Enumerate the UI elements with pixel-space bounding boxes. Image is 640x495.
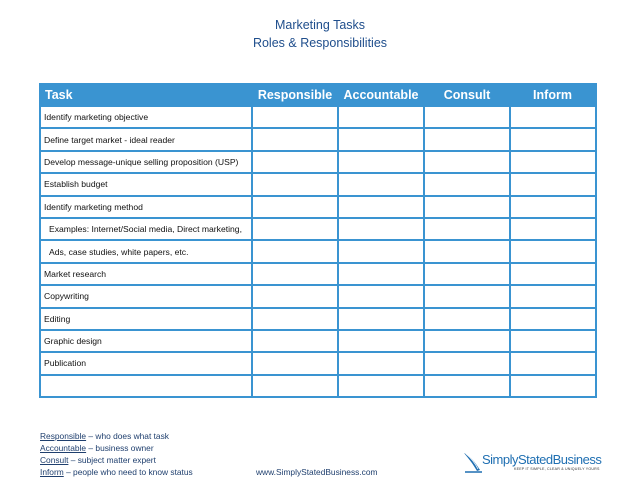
header-task: Task — [40, 84, 252, 106]
legend-desc: – subject matter expert — [68, 455, 156, 465]
responsible-cell[interactable] — [252, 151, 338, 173]
accountable-cell[interactable] — [338, 196, 424, 218]
task-cell: Define target market - ideal reader — [40, 128, 252, 150]
accountable-cell[interactable] — [338, 308, 424, 330]
accountable-cell[interactable] — [338, 218, 424, 240]
task-cell: Develop message-unique selling proposition (USP) — [40, 151, 252, 173]
task-cell: Publication — [40, 352, 252, 374]
accountable-cell[interactable] — [338, 352, 424, 374]
inform-cell[interactable] — [510, 240, 596, 262]
inform-cell[interactable] — [510, 151, 596, 173]
page-title: Marketing Tasks — [274, 18, 366, 32]
responsible-cell[interactable] — [252, 375, 338, 397]
logo-tagline: KEEP IT SIMPLE, CLEAR & UNIQUELY YOURS — [514, 467, 600, 471]
responsible-cell[interactable] — [252, 352, 338, 374]
responsible-cell[interactable] — [252, 218, 338, 240]
consult-cell[interactable] — [424, 173, 510, 195]
responsible-cell[interactable] — [252, 263, 338, 285]
legend-desc: – who does what task — [86, 431, 169, 441]
legend-accountable — [40, 442, 154, 454]
header-responsible: Responsible — [252, 84, 338, 106]
accountable-cell[interactable] — [338, 106, 424, 128]
responsible-cell[interactable] — [252, 285, 338, 307]
header-accountable: Accountable — [338, 84, 424, 106]
inform-cell[interactable] — [510, 308, 596, 330]
table-row — [40, 263, 596, 285]
task-cell: Editing — [40, 308, 252, 330]
responsible-cell[interactable] — [252, 196, 338, 218]
task-cell: Identify marketing method — [40, 196, 252, 218]
accountable-cell[interactable] — [338, 263, 424, 285]
website-link[interactable]: www.SimplyStatedBusiness.com — [256, 467, 378, 477]
table-row — [40, 196, 596, 218]
header-consult: Consult — [424, 84, 510, 106]
accountable-cell[interactable] — [338, 330, 424, 352]
legend-consult — [40, 454, 156, 466]
inform-cell[interactable] — [510, 218, 596, 240]
consult-cell[interactable] — [424, 106, 510, 128]
inform-cell[interactable] — [510, 330, 596, 352]
inform-cell[interactable] — [510, 196, 596, 218]
inform-cell[interactable] — [510, 285, 596, 307]
responsible-cell[interactable] — [252, 128, 338, 150]
inform-cell[interactable] — [510, 173, 596, 195]
table-row — [40, 218, 596, 240]
logo-wordmark: SimplyStatedBusiness — [482, 452, 602, 467]
task-cell: Ads, case studies, white papers, etc. — [40, 240, 252, 262]
task-cell: Graphic design — [40, 330, 252, 352]
task-cell: Identify marketing objective — [40, 106, 252, 128]
consult-cell[interactable] — [424, 128, 510, 150]
inform-cell[interactable] — [510, 352, 596, 374]
inform-cell[interactable] — [510, 128, 596, 150]
company-logo — [462, 450, 612, 478]
legend-inform — [40, 466, 193, 478]
table-row — [40, 173, 596, 195]
inform-cell[interactable] — [510, 263, 596, 285]
responsible-cell[interactable] — [252, 308, 338, 330]
task-cell: Market research — [40, 263, 252, 285]
consult-cell[interactable] — [424, 151, 510, 173]
legend-term: Responsible — [40, 431, 87, 441]
table-row — [40, 151, 596, 173]
legend-desc: – people who need to know status — [63, 467, 193, 477]
legend-term: Accountable — [40, 443, 87, 453]
table-row — [40, 106, 596, 128]
table-row — [40, 352, 596, 374]
inform-cell[interactable] — [510, 106, 596, 128]
accountable-cell[interactable] — [338, 375, 424, 397]
consult-cell[interactable] — [424, 375, 510, 397]
table-row — [40, 285, 596, 307]
table-header-row — [40, 84, 596, 106]
table-row — [40, 240, 596, 262]
consult-cell[interactable] — [424, 263, 510, 285]
consult-cell[interactable] — [424, 308, 510, 330]
responsible-cell[interactable] — [252, 330, 338, 352]
consult-cell[interactable] — [424, 352, 510, 374]
responsible-cell[interactable] — [252, 240, 338, 262]
consult-cell[interactable] — [424, 240, 510, 262]
task-cell: Establish budget — [40, 173, 252, 195]
inform-cell[interactable] — [510, 375, 596, 397]
legend-term: Inform — [40, 467, 64, 477]
raci-table — [39, 83, 597, 398]
accountable-cell[interactable] — [338, 240, 424, 262]
accountable-cell[interactable] — [338, 151, 424, 173]
table-row — [40, 128, 596, 150]
page-subtitle: Roles & Responsibilities — [252, 36, 388, 50]
responsible-cell[interactable] — [252, 106, 338, 128]
accountable-cell[interactable] — [338, 173, 424, 195]
consult-cell[interactable] — [424, 285, 510, 307]
responsible-cell[interactable] — [252, 173, 338, 195]
consult-cell[interactable] — [424, 330, 510, 352]
header-inform: Inform — [510, 84, 596, 106]
task-cell[interactable] — [40, 375, 252, 397]
quill-pen-icon — [462, 450, 484, 474]
table-row — [40, 308, 596, 330]
table-row — [40, 330, 596, 352]
accountable-cell[interactable] — [338, 285, 424, 307]
consult-cell[interactable] — [424, 196, 510, 218]
legend-term: Consult — [40, 455, 69, 465]
accountable-cell[interactable] — [338, 128, 424, 150]
legend-desc: – business owner — [86, 443, 154, 453]
task-cell: Copywriting — [40, 285, 252, 307]
consult-cell[interactable] — [424, 218, 510, 240]
task-cell: Examples: Internet/Social media, Direct marketing, — [40, 218, 252, 240]
table-row — [40, 375, 596, 397]
legend-responsible — [40, 430, 169, 442]
